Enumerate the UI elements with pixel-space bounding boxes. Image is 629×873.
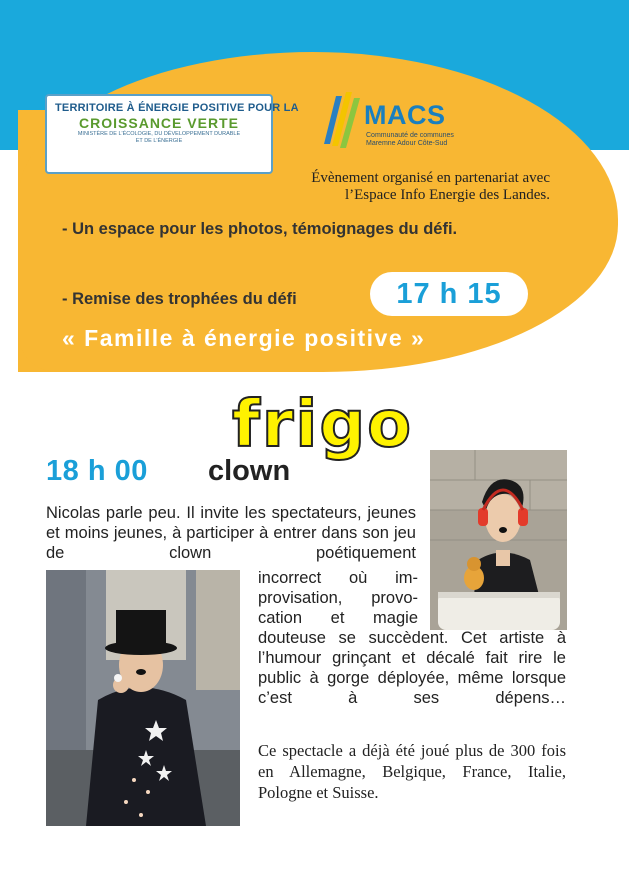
show-description-part1: Nicolas parle peu. Il invite les spectateurs, jeunes et moins jeunes, à participer à entrer dans son jeu de clown poétiquement [46, 504, 416, 562]
bullet-photos: - Un espace pour les photos, témoignages du défi. [62, 220, 458, 238]
show-description-part2: incorrect où im- provisation, provo- cation et magie [258, 569, 418, 627]
trophees-time-badge: 17 h 15 [370, 272, 528, 316]
tepcv-logo [45, 94, 299, 174]
macs-logo-sub1: Communauté de communes [366, 132, 454, 139]
tepcv-logo-line1: TERRITOIRE À ÉNERGIE POSITIVE POUR LA [55, 102, 299, 114]
macs-logo-subtitle [366, 132, 454, 148]
tepcv-logo-line4: ET DE L'ÉNERGIE [135, 138, 183, 144]
famille-title: « Famille à énergie positive » [62, 325, 426, 351]
macs-logo-sub2: Maremne Adour Côte-Sud [366, 140, 448, 147]
bullet-trophees: - Remise des trophées du défi [62, 290, 297, 308]
show-description-part3: douteuse se succèdent. Cet artiste à l’humour grinçant et décalé fait rire le public à gorge déployée, même lorsque c’est à ses dépens… [258, 629, 566, 707]
partner-line1: Évènement organisé en partenariat avec [311, 170, 550, 186]
show-label: clown [208, 455, 291, 487]
show-history: Ce spectacle a déjà été joué plus de 300 fois en Allemagne, Belgique, France, Italie, Pologne et Suisse. [258, 741, 566, 802]
clown-tophat-photo [46, 570, 240, 826]
macs-stripes-icon [318, 90, 368, 152]
tepcv-logo-line3: MINISTÈRE DE L'ÉCOLOGIE, DU DÉVELOPPEMENT DURABLE [77, 131, 241, 137]
macs-logo [318, 90, 488, 152]
show-time: 18 h 00 [46, 455, 148, 487]
macs-logo-name: MACS [364, 100, 446, 130]
partner-text [270, 170, 550, 204]
partner-line2: l’Espace Info Energie des Landes. [344, 187, 550, 203]
clown-headphones-photo [430, 450, 567, 630]
tepcv-logo-line2: CROISSANCE VERTE [79, 115, 239, 131]
clown-headphones-illustration [430, 450, 567, 630]
clown-tophat-illustration [46, 570, 240, 826]
show-title: frigo [232, 388, 414, 462]
